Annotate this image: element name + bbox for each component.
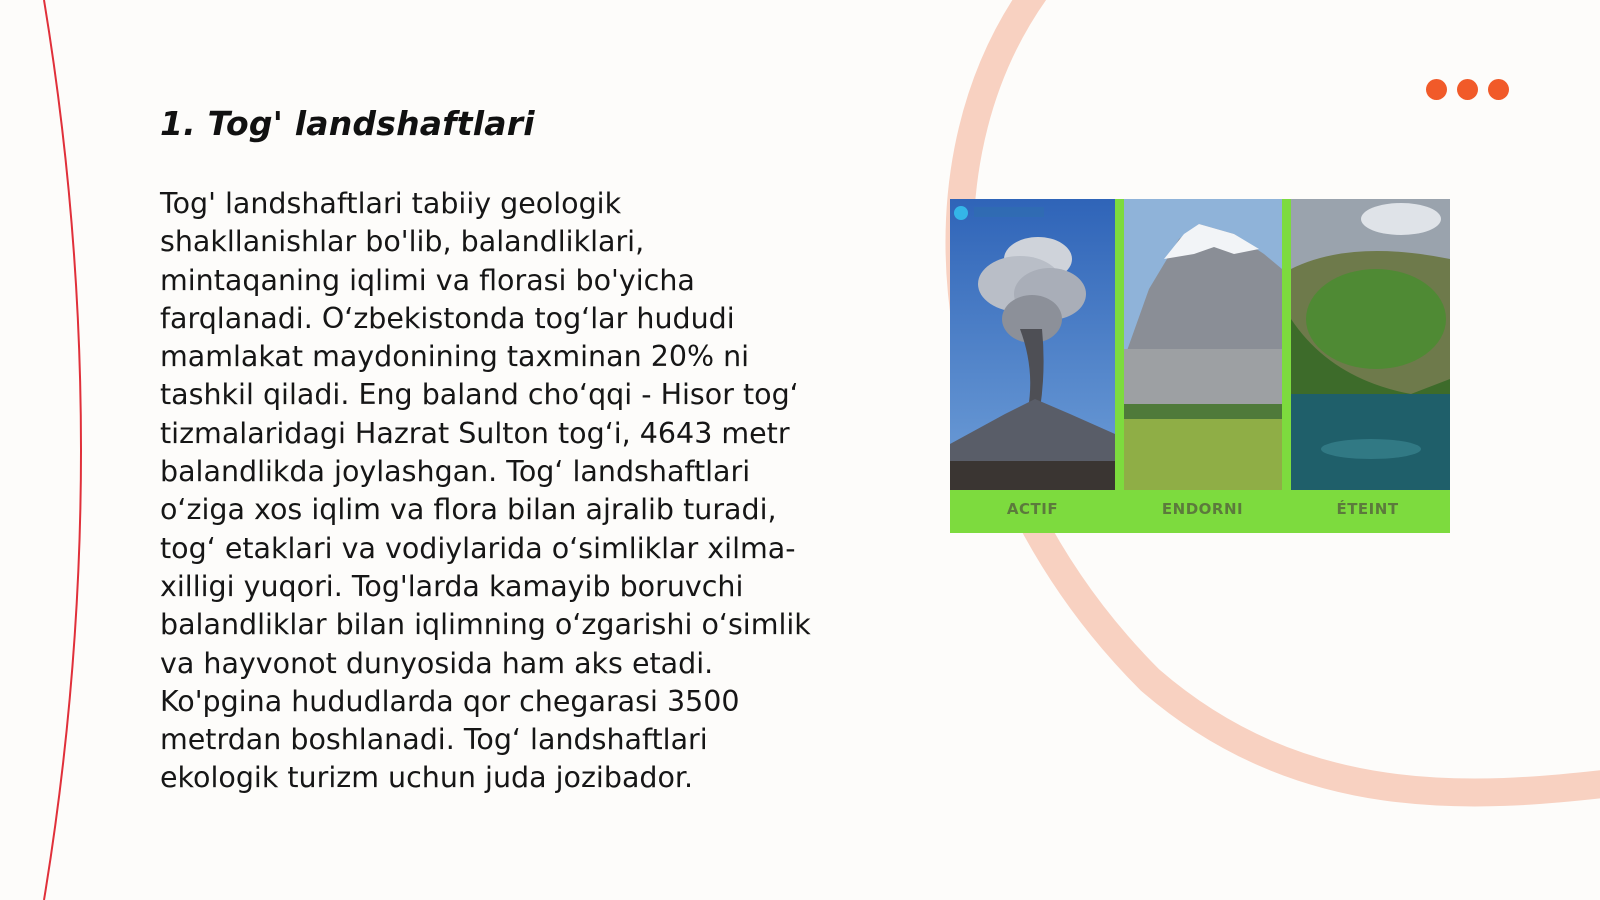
dormant-volcano-image [1124,199,1282,490]
more-dots-icon [1426,79,1509,100]
dot-icon [1426,79,1447,100]
active-volcano-image [950,199,1115,490]
left-edge-curve [44,0,81,900]
caption-extinct: ÉTEINT [1336,500,1399,518]
volcano-types-figure [950,199,1450,533]
slide-body-text: Tog' landshaftlari tabiiy geologik shakllanishlar bo'lib, balandliklari, mintaqaning iqlimi va florasi bo'yicha farqlanadi. O‘zbekistonda tog‘lar hududi mamlakat maydonining taxminan 20% ni tashkil qiladi. Eng baland cho‘qqi - Hisor tog‘ tizmalaridagi Hazrat Sulton tog‘i, 4643 metr balandlikda joylashgan. Tog‘ landshaftlari o‘ziga xos iqlim va flora bilan ajralib turadi, tog‘ etaklari va vodiylarida o‘simliklar xilma- xilligi yuqori. Tog'larda kamayib boruvchi balandliklar bilan iqlimning o‘zgarishi o‘simlik va hayvonot dunyosida ham aks etadi. Ko'pgina hududlarda qor chegarasi 3500 metrdan boshlanadi. Tog‘ landshaftlari ekologik turizm uchun juda jozibador. [160,187,811,795]
dot-icon [1488,79,1509,100]
slide-title: 1. Tog' landshaftlari [160,104,535,143]
dot-icon [1457,79,1478,100]
caption-active: ACTIF [1006,500,1059,518]
extinct-volcano-image [1291,199,1450,490]
caption-dormant: ENDORNI [1161,500,1244,518]
